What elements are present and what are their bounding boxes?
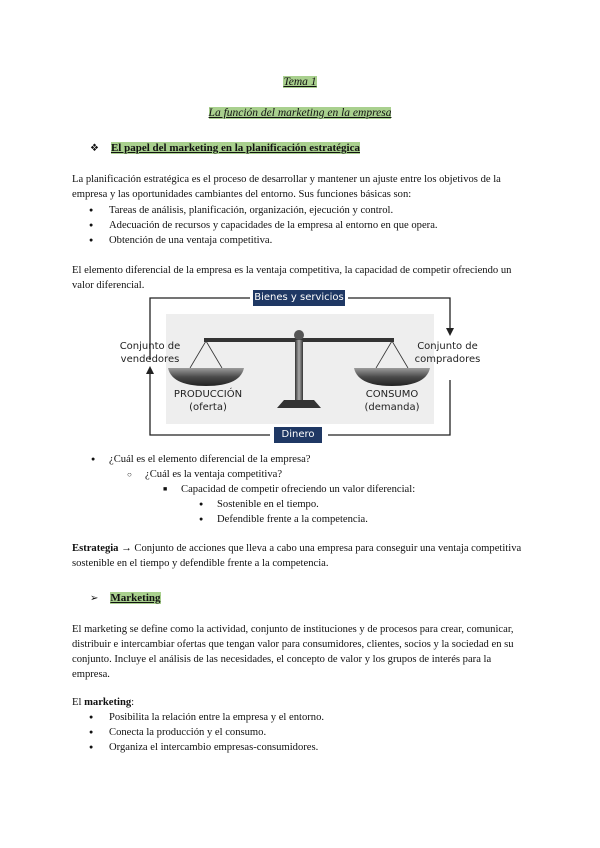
consumption-label-line2: (demanda)	[364, 402, 420, 413]
right-arrow-icon: →	[121, 543, 132, 554]
production-label-line1: PRODUCCIÓN	[173, 389, 243, 400]
arrowhead-bullet-icon: ➢	[90, 593, 99, 604]
scale-post	[295, 340, 303, 402]
scale-illustration	[112, 288, 486, 446]
buyers-label-line1: Conjunto de	[417, 341, 478, 352]
scale-base	[277, 400, 321, 408]
estrategia-definition	[72, 541, 528, 571]
list-item: ● Obtención de una ventaja competitiva.	[109, 233, 529, 248]
list-item: ● Defendible frente a la competencia.	[217, 512, 368, 527]
marketing-list	[109, 710, 529, 755]
list-item: ● Adecuación de recursos y capacidades de la empresa al entorno en que opera.	[109, 218, 529, 233]
tema-title-row	[0, 72, 600, 90]
estrategia-text: Conjunto de acciones que lleva a cabo una empresa para conseguir una ventaja competitiva sostenible en el tiempo y defendible frente a la competencia.	[72, 543, 522, 569]
section2-heading-row	[90, 588, 161, 606]
section1-heading: El papel del marketing en la planificación estratégica	[110, 142, 360, 154]
subtitle-row	[0, 103, 600, 121]
arrow-down-icon	[446, 328, 454, 336]
marketing-definition: El marketing se define como la actividad, conjunto de instituciones y de procesos para crear, comunicar, distribuir e intercambiar ofertas que tengan valor para consumidores, clientes, socios y la sociedad en su conjunto. Incluye el análisis de las necesidades, el concepto de valor y los grupos de interés para la empresa.	[72, 624, 514, 680]
sellers-label-line1: Conjunto de	[119, 341, 181, 352]
goods-services-box: Bienes y servicios	[253, 290, 345, 306]
section2-heading: Marketing	[110, 592, 161, 604]
production-label-line2: (oferta)	[189, 402, 227, 413]
buyers-label	[409, 340, 486, 366]
production-label	[170, 388, 246, 414]
estrategia-term: Estrategia	[72, 543, 119, 554]
chapter-subtitle: La función del marketing en la empresa	[208, 107, 392, 119]
list-item: ○ ¿Cuál es la ventaja competitiva?	[145, 467, 282, 482]
list-item: ■ Capacidad de competir ofreciendo un valor diferencial:	[181, 482, 415, 497]
consumption-label-line1: CONSUMO	[365, 389, 419, 400]
sellers-label-line2: vendedores	[120, 354, 180, 365]
market-scale-diagram	[112, 288, 486, 446]
marketing-lead	[72, 695, 134, 710]
tema-title: Tema 1	[283, 76, 317, 88]
list-item: ● ¿Cuál es el elemento diferencial de la empresa?	[109, 452, 310, 467]
arrow-up-icon	[146, 366, 154, 374]
scale-pivot	[294, 330, 304, 340]
lead-text: El	[72, 697, 85, 708]
buyers-label-line2: compradores	[414, 354, 481, 365]
planning-intro: La planificación estratégica es el proceso de desarrollar y mantener un ajuste entre los objetivos de la empresa y las oportunidades cambiantes del entorno. Sus funciones básicas son:	[72, 174, 501, 200]
list-item: ● Sostenible en el tiempo.	[217, 497, 319, 512]
section1-heading-row	[90, 138, 360, 156]
diferencial-paragraph: El elemento diferencial de la empresa es la ventaja competitiva, la capacidad de competir ofreciendo un valor diferencial.	[72, 265, 512, 291]
money-box: Dinero	[274, 427, 322, 443]
list-item: ● Tareas de análisis, planificación, organización, ejecución y control.	[109, 203, 529, 218]
sellers-label	[112, 340, 188, 366]
functions-list	[109, 203, 529, 248]
diamond-bullet-icon: ❖	[90, 143, 99, 154]
list-item: ● Conecta la producción y el consumo.	[109, 725, 529, 740]
list-item: ● Posibilita la relación entre la empresa y el entorno.	[109, 710, 529, 725]
lead-bold: marketing	[84, 697, 132, 708]
list-item: ● Organiza el intercambio empresas-consumidores.	[109, 740, 529, 755]
lead-colon: :	[131, 697, 135, 708]
consumption-label	[354, 388, 430, 414]
